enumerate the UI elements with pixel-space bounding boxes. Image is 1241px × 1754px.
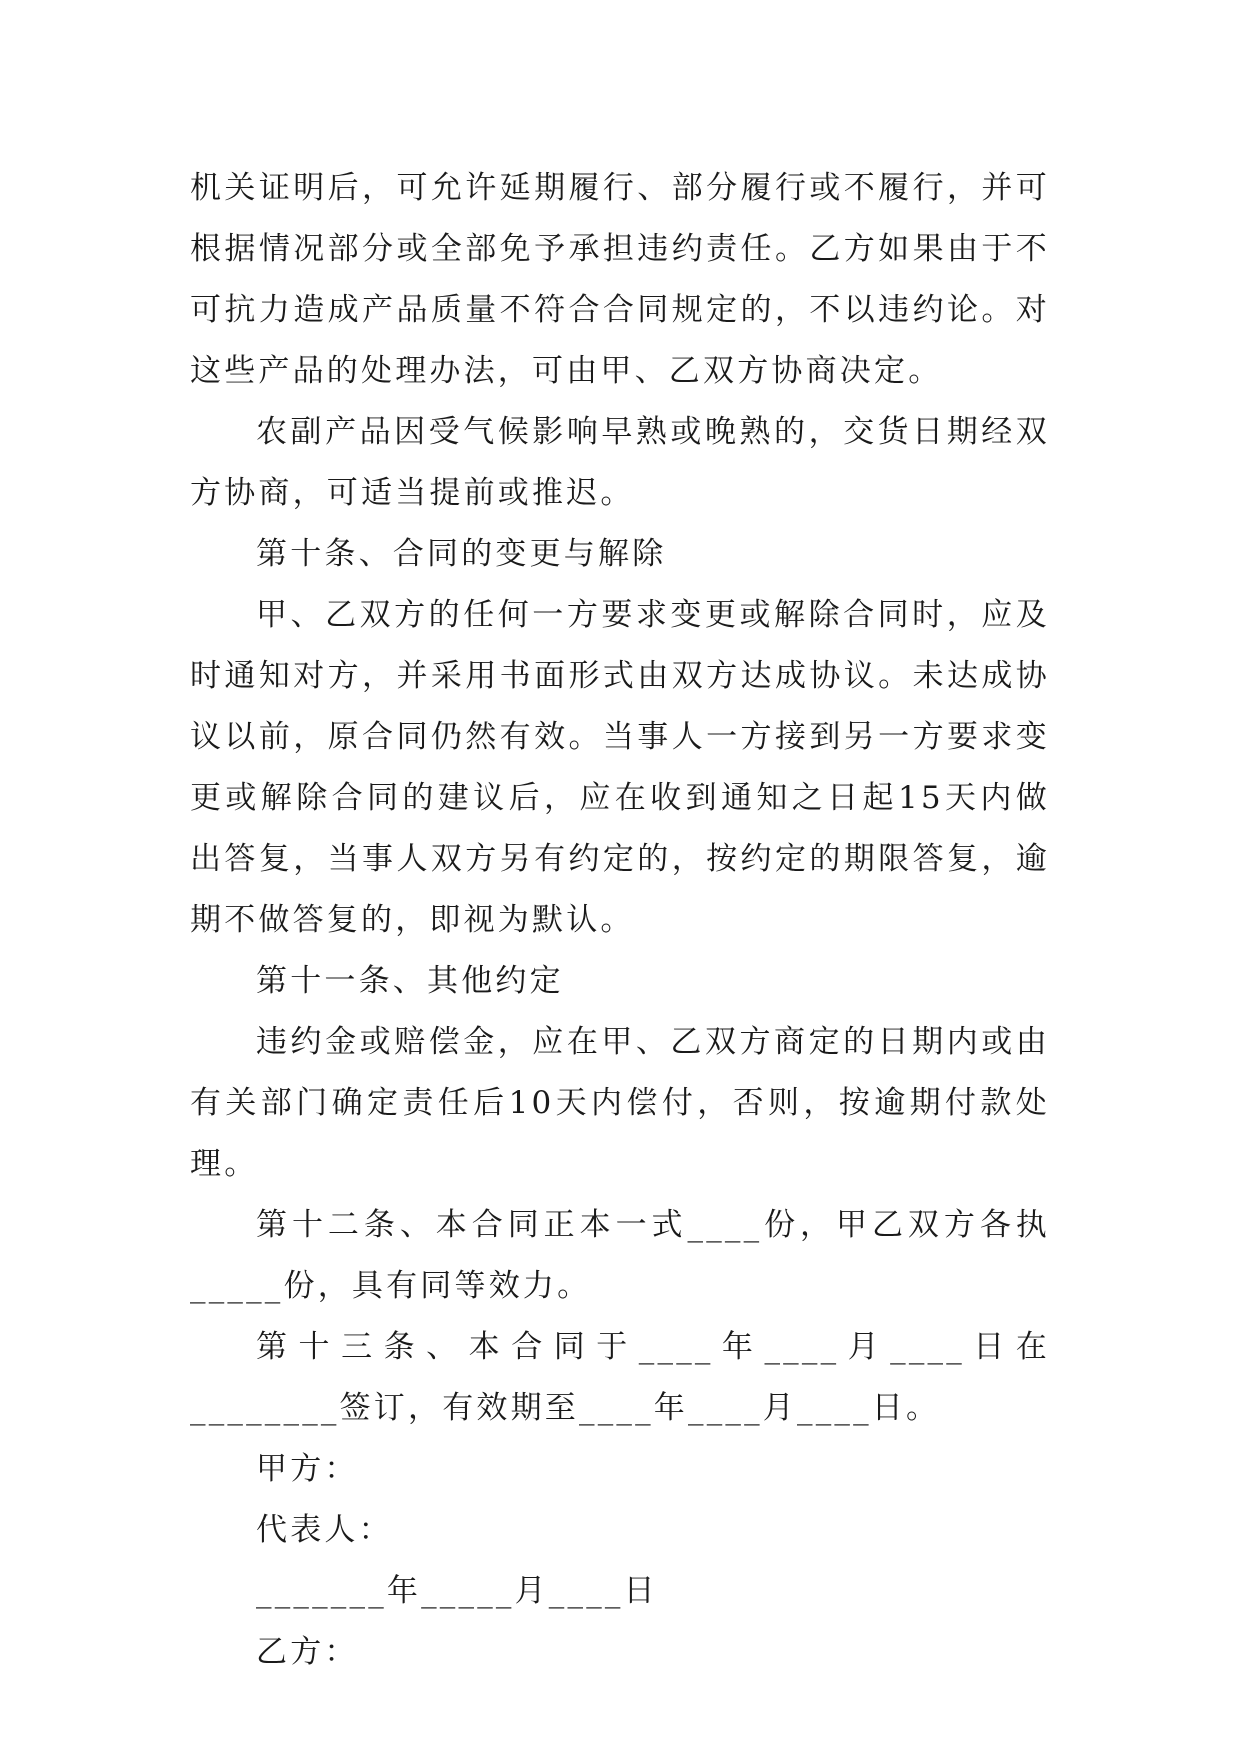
article-11-heading: 第十一条、其他约定 [256, 963, 564, 999]
paragraph-agricultural-products: 农副产品因受气候影响早熟或晚熟的，交货日期经双方协商，可适当提前或推迟。 [190, 414, 1050, 511]
signature-date-line: _______年_____月____日 [256, 1573, 658, 1609]
party-a-label: 甲方： [256, 1451, 359, 1487]
article-13: 第十三条、本合同于____年____月____日在________签订，有效期至____年____月____日。 [190, 1329, 1050, 1426]
article-12: 第十二条、本合同正本一式____份，甲乙双方各执_____份，具有同等效力。 [190, 1207, 1050, 1304]
paragraph-force-majeure-continued: 机关证明后，可允许延期履行、部分履行或不履行，并可根据情况部分或全部免予承担违约责任。乙方如果由于不可抗力造成产品质量不符合合同规定的，不以违约论。对这些产品的处理办法，可由甲、乙双方协商决定。 [190, 170, 1050, 389]
party-b-label: 乙方： [256, 1634, 359, 1670]
representative-label: 代表人： [256, 1512, 393, 1548]
document-body [190, 158, 1050, 1683]
article-10-heading: 第十条、合同的变更与解除 [256, 536, 667, 572]
article-11-body: 违约金或赔偿金，应在甲、乙双方商定的日期内或由有关部门确定责任后10天内偿付，否则，按逾期付款处理。 [190, 1024, 1050, 1182]
article-10-body: 甲、乙双方的任何一方要求变更或解除合同时，应及时通知对方，并采用书面形式由双方达成协议。未达成协议以前，原合同仍然有效。当事人一方接到另一方要求变更或解除合同的建议后，应在收到通知之日起15天内做出答复，当事人双方另有约定的，按约定的期限答复，逾期不做答复的，即视为默认。 [190, 597, 1050, 938]
